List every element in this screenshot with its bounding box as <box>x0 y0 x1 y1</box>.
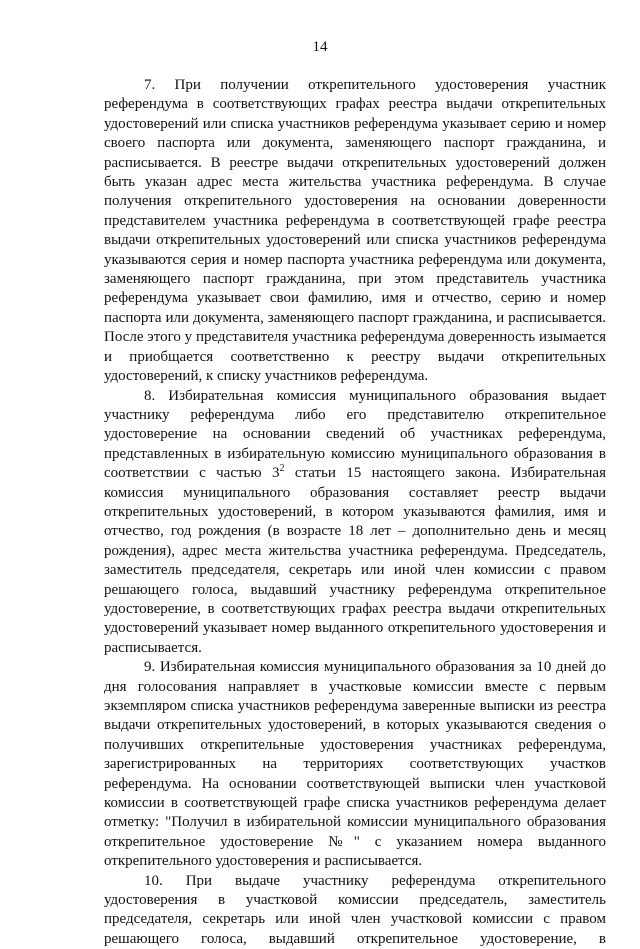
document-body <box>104 76 606 949</box>
paragraph-8-text-end: статьи 15 настоящего закона. Избирательная комиссия муниципального образования составляет реестр выдачи открепительных удостоверений, в котором указываются фамилия, имя и отчество, год рождения (в возрасте 18 лет – дополнительно день и месяц рождения), адрес места жительства участника референдума. Председатель, заместитель председателя, секретарь или иной член комиссии с правом решающего голоса, выдавший участнику референдума открепительное удостоверение, в соответствующих графах реестра выдачи открепительных удостоверений указывает номер выданного открепительного удостоверения и расписывается. <box>104 465 606 656</box>
page-number: 14 <box>312 39 328 55</box>
paragraph-8 <box>104 387 606 659</box>
paragraph-8-text-start: 8. Избирательная комиссия муниципального образования выдает участнику референдума либо его представителю открепительное удостоверение на основании сведений об участниках референдума, представленных в избирательную комиссию муниципального образования в соответствии с частью 3 <box>104 387 606 482</box>
paragraph-10: 10. При выдаче участнику референдума открепительного удостоверения в участковой комиссии председатель, заместитель председателя, секретарь или иной член участковой комиссии с правом решающего голоса, выдавший открепительное удостоверение, в <box>104 872 606 947</box>
paragraph-8-superscript: 2 <box>279 463 285 475</box>
paragraph-7: 7. При получении открепительного удостоверения участник референдума в соответствующих графах реестра выдачи открепительных удостоверений или списка участников референдума указывает серию и номер своего паспорта или документа, заменяющего паспорт гражданина, и расписывается. В реестре выдачи открепительных удостоверений должен быть указан адрес места жительства участника референдума. В случае получения открепительного удостоверения на основании доверенности представителем участника референдума в соответствующей графе реестра выдачи открепительных удостоверений или списка участников референдума указываются серия и номер паспорта участника референдума или документа, заменяющего паспорт гражданина, при этом представитель участника референдума указывает свои фамилию, имя и отчество, серию и номер паспорта или документа, заменяющего паспорт гражданина, и расписывается. После этого у представителя участника референдума доверенность изымается и приобщается соответственно к реестру выдачи открепительных удостоверений, к списку участников референдума. <box>104 77 606 385</box>
paragraph-9: 9. Избирательная комиссия муниципального образования за 10 дней до дня голосования направляет в участковые комиссии вместе с первым экземпляром списка участников референдума заверенные выписки из реестра выдачи открепительных удостоверений, в которых указываются сведения о получивших открепительные удостоверения участниках референдума, зарегистрированных на территориях соответствующих участков референдума. На основании соответствующей выписки член участковой комиссии в соответствующей графе списка участников референдума делает отметку: "Получил в избирательной комиссии муниципального образования открепительное удостоверение №" с указанием номера выданного открепительного удостоверения и расписывается. <box>104 659 606 870</box>
